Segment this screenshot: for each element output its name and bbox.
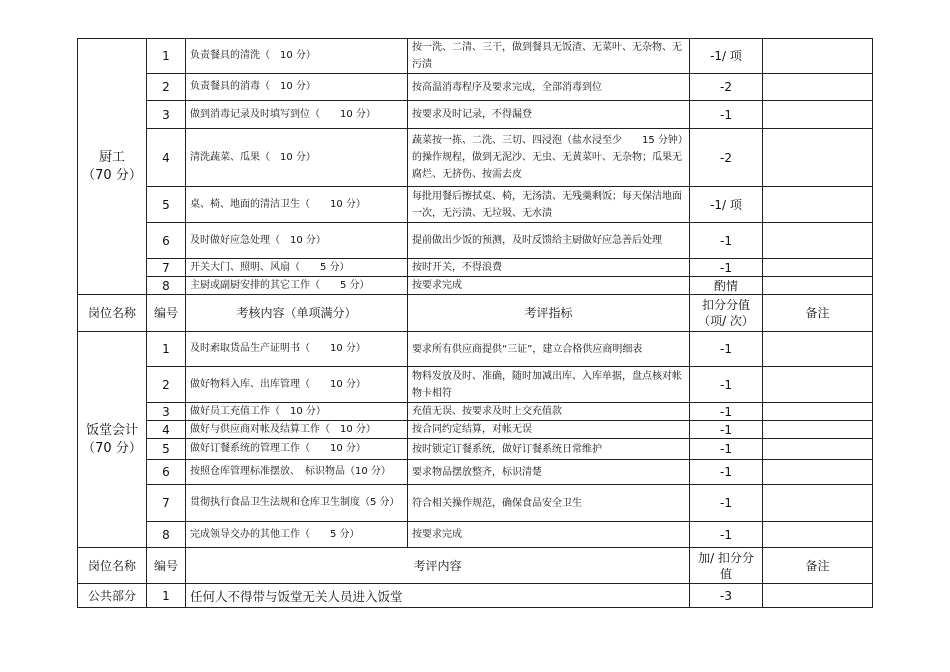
deduction-value: -1	[690, 332, 763, 367]
table-row	[78, 129, 873, 187]
assessment-criteria: 蔬菜按一拣、二洗、三切、四浸泡（盐水浸至少 15 分钟）的操作规程，做到无泥沙、无虫、无黄菜叶、无杂物；瓜果无腐烂、无挤伤、按需去皮	[408, 129, 690, 187]
remark-cell	[763, 522, 873, 548]
item-number: 1	[147, 39, 186, 74]
deduction-value: -2	[690, 74, 763, 101]
table-row	[78, 367, 873, 403]
assessment-item: 及时索取货品生产证明书（ 10 分）	[186, 332, 408, 367]
remark-cell	[763, 101, 873, 129]
position-name: 饭堂会计	[85, 422, 138, 438]
deduction-value: -1	[690, 439, 763, 460]
table-row	[78, 439, 873, 460]
header-position: 岗位名称	[78, 295, 147, 332]
remark-cell	[763, 277, 873, 295]
assessment-criteria: 要求所有供应商提供“三证”，建立合格供应商明细表	[408, 332, 690, 367]
deduction-value: -2	[690, 129, 763, 187]
item-number: 6	[147, 460, 186, 485]
remark-cell	[763, 439, 873, 460]
table-row	[78, 101, 873, 129]
table-row	[78, 277, 873, 295]
item-number: 2	[147, 74, 186, 101]
table-row	[78, 460, 873, 485]
deduction-value: -3	[690, 584, 763, 608]
public-position: 公共部分	[78, 584, 147, 608]
item-number: 8	[147, 522, 186, 548]
header-content: 考核内容（单项满分）	[186, 295, 408, 332]
position-score: （70 分）	[82, 440, 142, 456]
header-number: 编号	[147, 295, 186, 332]
header-position: 岗位名称	[78, 548, 147, 584]
deduction-value: -1	[690, 421, 763, 439]
deduction-value: -1	[690, 101, 763, 129]
header-remark: 备注	[763, 295, 873, 332]
assessment-item: 做好物料入库、出库管理（ 10 分）	[186, 367, 408, 403]
table-row	[78, 485, 873, 522]
assessment-criteria: 按要求完成	[408, 522, 690, 548]
deduction-value: -1	[690, 460, 763, 485]
assessment-criteria: 提前做出少饭的预测，及时反馈给主厨做好应急善后处理	[408, 223, 690, 259]
deduction-value: -1	[690, 485, 763, 522]
assessment-criteria: 按时开关，不得浪费	[408, 259, 690, 277]
header-deduction: 扣分分值（项/ 次）	[690, 295, 763, 332]
header-deduction: 加/ 扣分分值	[690, 548, 763, 584]
remark-cell	[763, 259, 873, 277]
remark-cell	[763, 129, 873, 187]
assessment-criteria: 每批用餐后擦拭桌、椅，无汤渍、无残羹剩饭；每天保洁地面一次，无污渍、无垃圾、无水渍	[408, 187, 690, 223]
remark-cell	[763, 332, 873, 367]
remark-cell	[763, 74, 873, 101]
deduction-value: -1	[690, 403, 763, 421]
assessment-item: 主厨或副厨安排的其它工作（ 5 分）	[186, 277, 408, 295]
assessment-item: 贯彻执行食品卫生法规和仓库卫生制度（5 分）	[186, 485, 408, 522]
item-number: 7	[147, 259, 186, 277]
assessment-item: 桌、椅、地面的清洁卫生（ 10 分）	[186, 187, 408, 223]
table-row	[78, 584, 873, 608]
remark-cell	[763, 421, 873, 439]
assessment-criteria: 按时锁定订餐系统，做好订餐系统日常维护	[408, 439, 690, 460]
item-number: 8	[147, 277, 186, 295]
table-row	[78, 259, 873, 277]
deduction-value: -1/ 项	[690, 187, 763, 223]
assessment-criteria: 符合相关操作规范，确保食品安全卫生	[408, 485, 690, 522]
remark-cell	[763, 367, 873, 403]
position-cell	[78, 332, 147, 548]
header-row	[78, 548, 873, 584]
table-row	[78, 421, 873, 439]
item-number: 1	[147, 332, 186, 367]
item-number: 6	[147, 223, 186, 259]
evaluation-table	[77, 38, 873, 608]
assessment-criteria: 要求物品摆放整齐，标识清楚	[408, 460, 690, 485]
deduction-value: 酌情	[690, 277, 763, 295]
item-number: 3	[147, 101, 186, 129]
assessment-item: 做好员工充值工作（ 10 分）	[186, 403, 408, 421]
table-row	[78, 403, 873, 421]
item-number: 5	[147, 187, 186, 223]
table-row	[78, 74, 873, 101]
remark-cell	[763, 223, 873, 259]
remark-cell	[763, 187, 873, 223]
deduction-value: -1	[690, 259, 763, 277]
table-row	[78, 332, 873, 367]
assessment-item: 做好订餐系统的管理工作（ 10 分）	[186, 439, 408, 460]
header-criteria: 考评指标	[408, 295, 690, 332]
public-content: 任何人不得带与饭堂无关人员进入饭堂	[186, 584, 690, 608]
assessment-item: 及时做好应急处理（ 10 分）	[186, 223, 408, 259]
assessment-criteria: 按高温消毒程序及要求完成，全部消毒到位	[408, 74, 690, 101]
header-remark: 备注	[763, 548, 873, 584]
remark-cell	[763, 584, 873, 608]
header-content: 考评内容	[186, 548, 690, 584]
assessment-item: 按照仓库管理标准摆放、 标识物品（10 分）	[186, 460, 408, 485]
remark-cell	[763, 39, 873, 74]
assessment-criteria: 按要求及时记录，不得漏登	[408, 101, 690, 129]
assessment-item: 做好与供应商对帐及结算工作（ 10 分）	[186, 421, 408, 439]
deduction-value: -1	[690, 223, 763, 259]
assessment-criteria: 按一洗、二清、三干，做到餐具无饭渣、无菜叶、无杂物、无污渍	[408, 39, 690, 74]
table-row	[78, 39, 873, 74]
assessment-criteria: 按合同约定结算，对帐无误	[408, 421, 690, 439]
assessment-item: 负责餐具的消毒（ 10 分）	[186, 74, 408, 101]
position-name: 厨工	[98, 149, 125, 165]
position-score: （70 分）	[82, 167, 142, 183]
item-number: 2	[147, 367, 186, 403]
item-number: 4	[147, 129, 186, 187]
item-number: 5	[147, 439, 186, 460]
remark-cell	[763, 485, 873, 522]
assessment-criteria: 充值无误、按要求及时上交充值款	[408, 403, 690, 421]
assessment-item: 做到消毒记录及时填写到位（ 10 分）	[186, 101, 408, 129]
remark-cell	[763, 460, 873, 485]
deduction-value: -1	[690, 367, 763, 403]
item-number: 7	[147, 485, 186, 522]
position-cell	[78, 39, 147, 295]
item-number: 4	[147, 421, 186, 439]
deduction-value: -1/ 项	[690, 39, 763, 74]
assessment-criteria: 物料发放及时、准确，随时加减出库、入库单据，盘点核对帐物卡相符	[408, 367, 690, 403]
header-row	[78, 295, 873, 332]
deduction-value: -1	[690, 522, 763, 548]
assessment-item: 开关大门、照明、风扇（ 5 分）	[186, 259, 408, 277]
item-number: 1	[147, 584, 186, 608]
assessment-item: 清洗蔬菜、瓜果（ 10 分）	[186, 129, 408, 187]
assessment-item: 负责餐具的清洗（ 10 分）	[186, 39, 408, 74]
header-number: 编号	[147, 548, 186, 584]
remark-cell	[763, 403, 873, 421]
table-row	[78, 223, 873, 259]
table-row	[78, 522, 873, 548]
assessment-item: 完成领导交办的其他工作（ 5 分）	[186, 522, 408, 548]
item-number: 3	[147, 403, 186, 421]
table-row	[78, 187, 873, 223]
assessment-criteria: 按要求完成	[408, 277, 690, 295]
